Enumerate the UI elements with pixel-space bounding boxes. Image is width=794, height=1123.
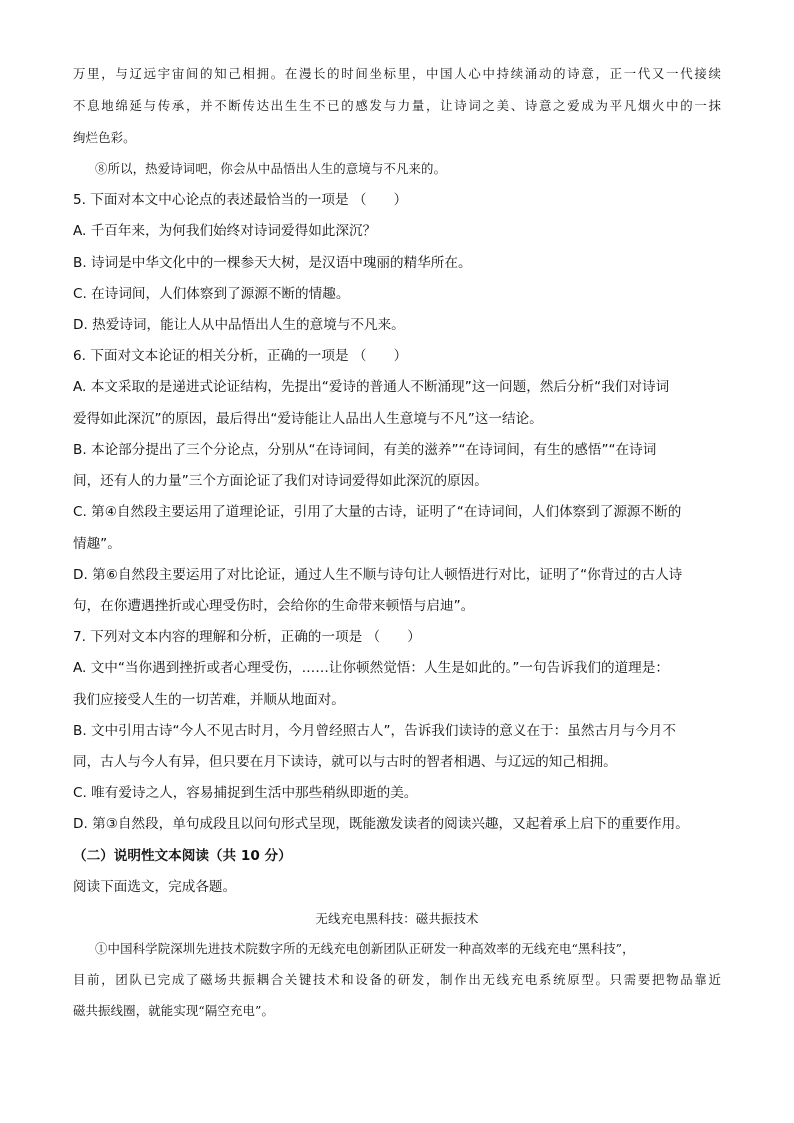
question-7-option-a-line-2: 我们应接受人生的一切苦难，并顺从地面对。 [73,692,345,708]
question-6-option-a-line-1: A. 本文采取的是递进式论证结构，先提出“爱诗的普通人不断涌现”这一问题，然后分析“我们对诗词 [73,379,670,395]
question-5-option-a: A. 千百年来，为何我们始终对诗词爱得如此深沉？ [73,223,377,239]
question-7-option-a-line-1: A. 文中“当你遇到挫折或者心理受伤，……让你顿然觉悟：人生是如此的。”一句告诉我们的道理是： [73,660,669,676]
question-6-option-d-line-2: 句，在你遭遇挫折或心理受伤时，会给你的生命带来顿悟与启迪”。 [73,598,475,614]
question-6-option-b-line-2: 间，还有人的力量”三个方面论证了我们对诗词爱得如此深沉的原因。 [73,473,488,489]
question-6-option-c-line-2: 情趣”。 [73,536,121,552]
question-5-option-b: B. 诗词是中华文化中的一棵参天大树，是汉语中瑰丽的精华所在。 [73,255,472,271]
passage-line-2: 不息地绵延与传承，并不断传达出生生不已的感发与力量，让诗词之美、诗意之爱成为平凡烟火中的一抹 [73,98,721,113]
question-7-option-b-line-2: 同，古人与今人有异，但只要在月下读诗，就可以与古时的智者相遇、与辽远的知己相拥。 [73,754,617,770]
question-6-option-b-line-1: B. 本论部分提出了三个分论点，分别从“在诗词间，有美的滋养”“在诗词间，有生的感悟”“在诗词 [73,442,657,458]
question-5-stem: 5. 下面对本文中心论点的表述最恰当的一项是 （ ） [73,192,408,208]
article-line-1: ①中国科学院深圳先进技术院数字所的无线充电创新团队正研发一种高效率的无线充电“黑科技”， [95,941,635,956]
question-7-option-c: C. 唯有爱诗之人，容易捕捉到生活中那些稍纵即逝的美。 [73,785,418,801]
passage-line-3: 绚烂色彩。 [73,130,136,145]
question-6-option-c-line-1: C. 第④自然段主要运用了道理论证，引用了大量的古诗，证明了“在诗词间，人们体察到了源源不断的 [73,504,682,520]
question-6-option-a-line-2: 爱得如此深沉”的原因，最后得出“爱诗能让人品出人生意境与不凡”这一结论。 [73,411,543,427]
question-7-option-d: D. 第③自然段，单句成段且以问句形式呈现，既能激发读者的阅读兴趣，又起着承上启下的重要作用。 [73,816,689,832]
section-instruction: 阅读下面选文，完成各题。 [73,879,237,895]
article-title: 无线充电黑科技：磁共振技术 [315,911,479,926]
article-line-3: 磁共振线圈，就能实现“隔空充电”。 [73,1003,275,1018]
passage-line-1: 万里，与辽远宇宙间的知己相拥。在漫长的时间坐标里，中国人心中持续涌动的诗意，正一代又一代接续 [73,66,721,81]
question-7-stem: 7. 下列对文本内容的理解和分析，正确的一项是 （ ） [73,629,421,645]
question-7-option-b-line-1: B. 文中引用古诗“今人不见古时月，今月曾经照古人”，告诉我们读诗的意义在于：虽然古月与今月不 [73,723,676,739]
question-5-option-d: D. 热爱诗词，能让人从中品悟出人生的意境与不凡来。 [73,317,405,333]
question-5-option-c: C. 在诗词间，人们体察到了源源不断的情趣。 [73,286,350,302]
passage-paragraph-8: ⑧所以，热爱诗词吧，你会从中品悟出人生的意境与不凡来的。 [95,161,447,176]
question-6-option-d-line-1: D. 第⑥自然段主要运用了对比论证，通过人生不顺与诗句让人顿悟进行对比，证明了“你背过的古人诗 [73,567,683,583]
question-6-stem: 6. 下面对文本论证的相关分析，正确的一项是 （ ） [73,348,408,364]
article-line-2: 目前，团队已完成了磁场共振耦合关键技术和设备的研发，制作出无线充电系统原型。只需要把物品靠近 [73,972,721,987]
section-heading: （二）说明性文本阅读（共 10 分） [73,848,292,864]
